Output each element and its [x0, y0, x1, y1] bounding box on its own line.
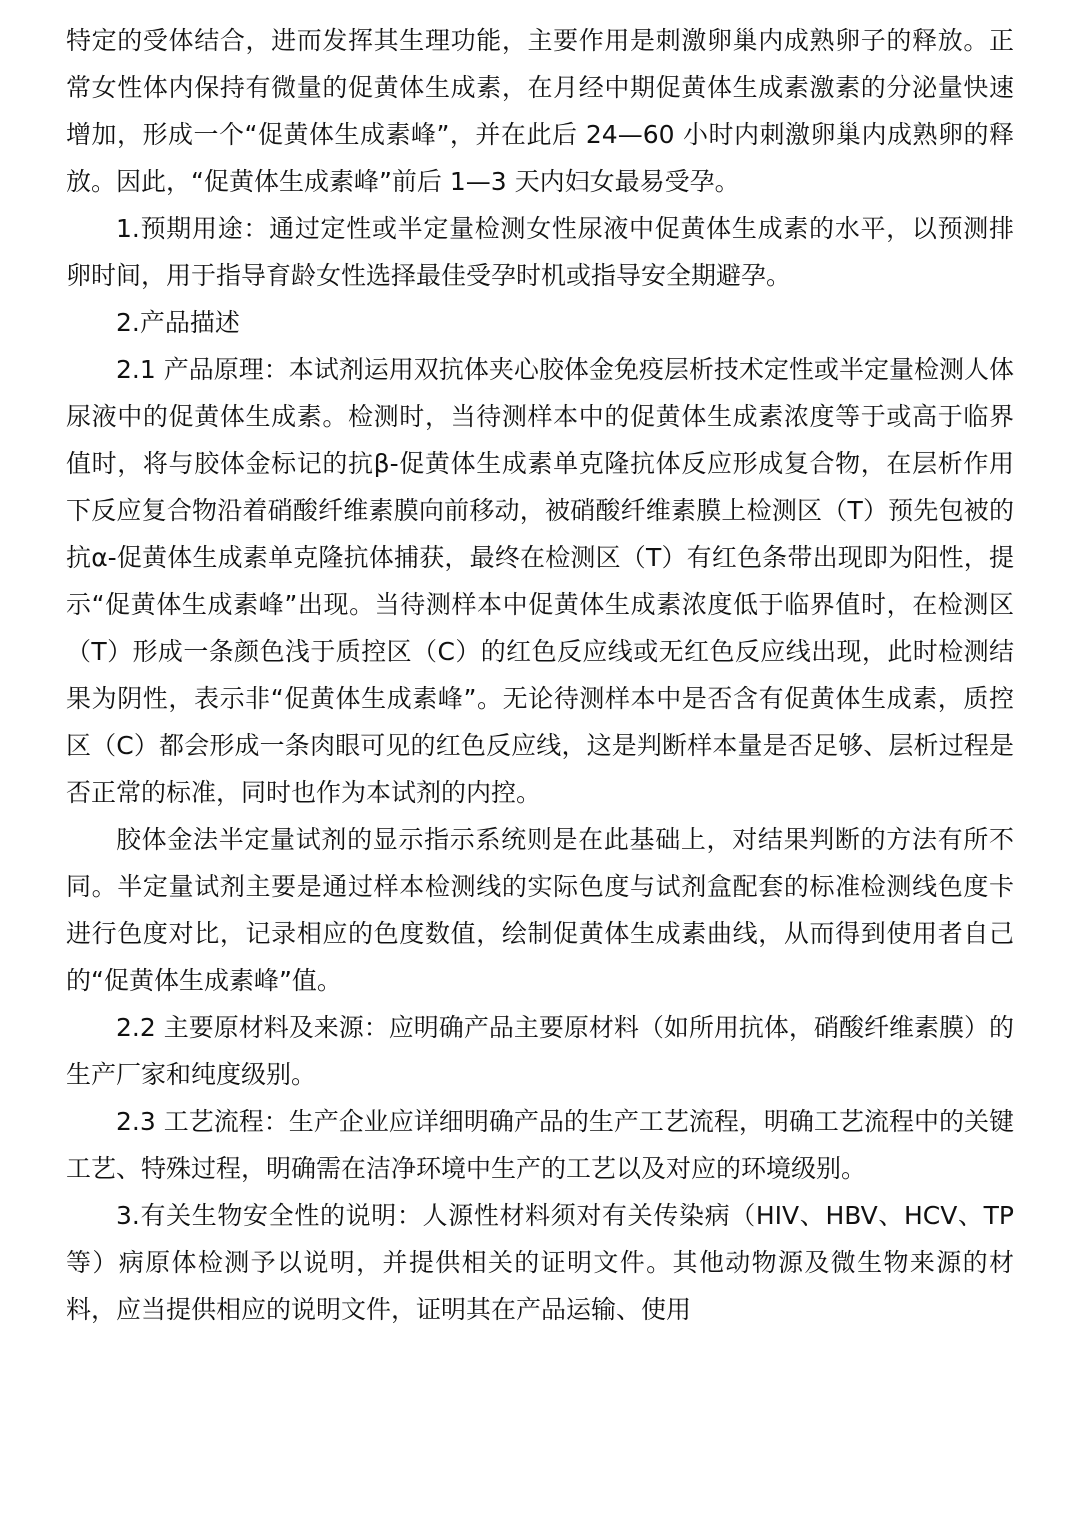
- heading-product-description: 2.产品描述: [116, 308, 240, 337]
- paragraph-raw-materials: 2.2 主要原材料及来源：应明确产品主要原材料（如所用抗体，硝酸纤维素膜）的生产厂家和纯度级别。: [66, 1013, 1014, 1089]
- paragraph-intended-use: 1.预期用途：通过定性或半定量检测女性尿液中促黄体生成素的水平，以预测排卵时间，用于指导育龄女性选择最佳受孕时机或指导安全期避孕。: [66, 214, 1014, 290]
- paragraph-biosafety: 3.有关生物安全性的说明：人源性材料须对有关传染病（HIV、HBV、HCV、TP 等）病原体检测予以说明，并提供相关的证明文件。其他动物源及微生物来源的材料，应当提供相应的说明文件，证明其在产品运输、使用: [66, 1201, 1014, 1324]
- paragraph-semi-quantitative: 胶体金法半定量试剂的显示指示系统则是在此基础上，对结果判断的方法有所不同。半定量试剂主要是通过样本检测线的实际色度与试剂盒配套的标准检测线色度卡进行色度对比，记录相应的色度数值，绘制促黄体生成素曲线，从而得到使用者自己的“促黄体生成素峰”值。: [66, 825, 1014, 995]
- paragraph-intro-continuation: 特定的受体结合，进而发挥其生理功能，主要作用是刺激卵巢内成熟卵子的释放。正常女性体内保持有微量的促黄体生成素，在月经中期促黄体生成素激素的分泌量快速增加，形成一个“促黄体生成素峰”，并在此后 24—60 小时内刺激卵巢内成熟卵的释放。因此，“促黄体生成素峰”前后 1—3 天内妇女最易受孕。: [66, 26, 1014, 196]
- paragraph-process-flow: 2.3 工艺流程：生产企业应详细明确产品的生产工艺流程，明确工艺流程中的关键工艺、特殊过程，明确需在洁净环境中生产的工艺以及对应的环境级别。: [66, 1107, 1014, 1183]
- paragraph-product-principle: 2.1 产品原理：本试剂运用双抗体夹心胶体金免疫层析技术定性或半定量检测人体尿液中的促黄体生成素。检测时，当待测样本中的促黄体生成素浓度等于或高于临界值时，将与胶体金标记的抗β-促黄体生成素单克隆抗体反应形成复合物，在层析作用下反应复合物沿着硝酸纤维素膜向前移动，被硝酸纤维素膜上检测区（T）预先包被的抗α-促黄体生成素单克隆抗体捕获，最终在检测区（T）有红色条带出现即为阳性，提示“促黄体生成素峰”出现。当待测样本中促黄体生成素浓度低于临界值时，在检测区（T）形成一条颜色浅于质控区（C）的红色反应线或无红色反应线出现，此时检测结果为阴性，表示非“促黄体生成素峰”。无论待测样本中是否含有促黄体生成素，质控区（C）都会形成一条肉眼可见的红色反应线，这是判断样本量是否足够、层析过程是否正常的标准，同时也作为本试剂的内控。: [66, 355, 1014, 807]
